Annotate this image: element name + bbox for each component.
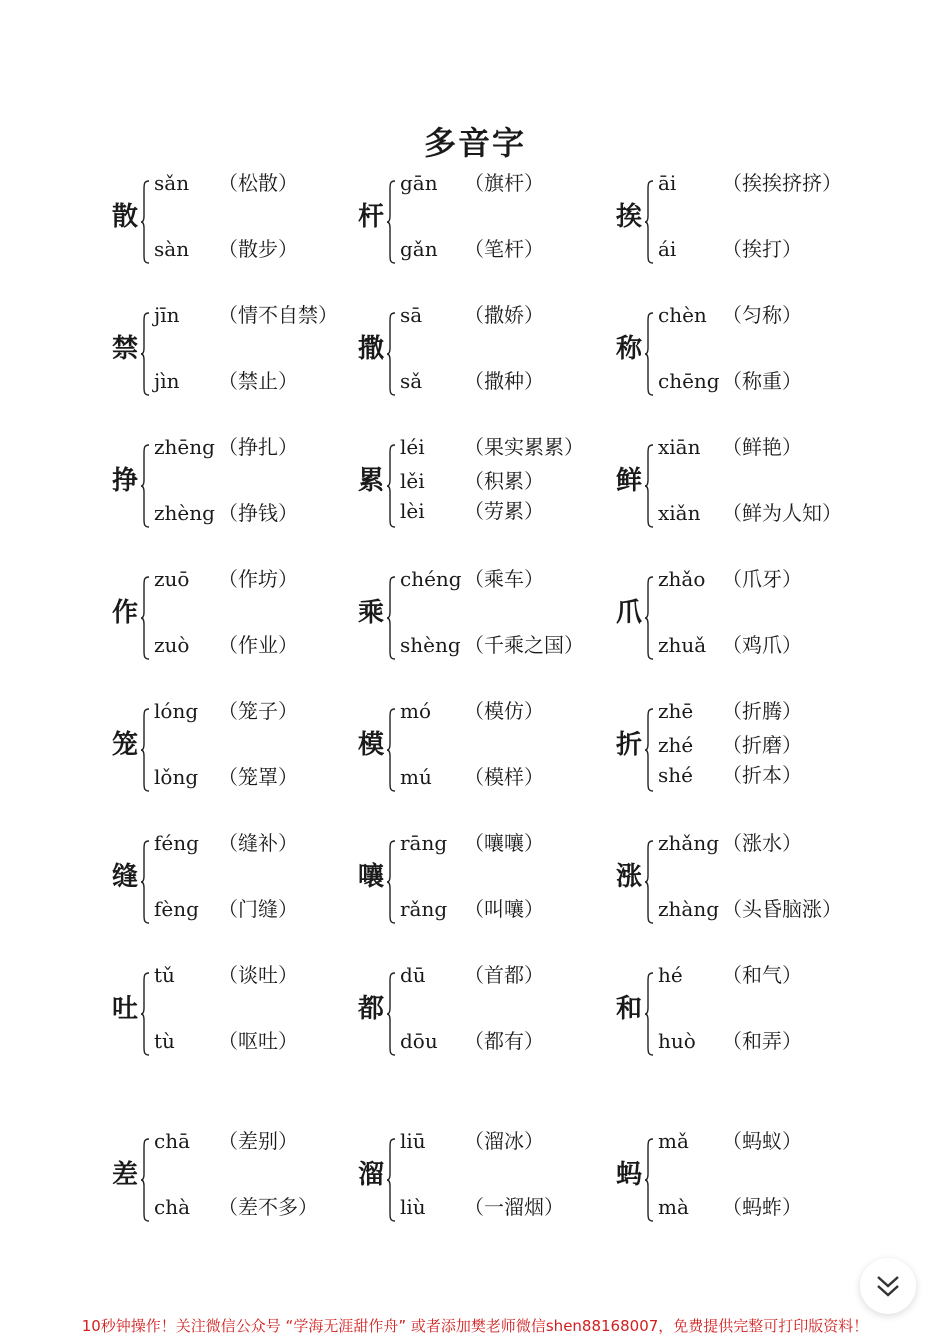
example-word: （折磨）: [722, 733, 802, 757]
polyphone-entry: [616, 564, 866, 674]
character: 嚷: [358, 862, 385, 892]
example-word: （挣钱）: [218, 501, 298, 525]
reading: [400, 566, 544, 592]
polyphone-entry: [616, 300, 866, 410]
pinyin: ái: [658, 237, 677, 261]
example-word: （谈吐）: [218, 963, 298, 987]
example-word: （爪牙）: [722, 567, 802, 591]
reading: [658, 762, 802, 788]
character: 折: [616, 730, 643, 760]
example-word: （鲜艳）: [722, 435, 802, 459]
character: 涨: [616, 862, 643, 892]
example-word: （情不自禁）: [218, 303, 338, 327]
polyphone-entry: [358, 300, 608, 410]
reading: [658, 732, 802, 758]
brace-icon: [644, 576, 654, 660]
brace-icon: [140, 312, 150, 396]
polyphone-entry: [616, 1126, 866, 1236]
pinyin: sā: [400, 303, 423, 327]
reading: [658, 236, 802, 262]
double-chevron-down-icon: [873, 1271, 903, 1301]
polyphone-entry: [358, 1126, 608, 1236]
example-word: （叫嚷）: [464, 897, 544, 921]
example-word: （鲜为人知）: [722, 501, 842, 525]
pinyin: lěi: [400, 469, 425, 493]
reading: [658, 170, 842, 196]
pinyin: lóng: [154, 699, 199, 723]
brace-icon: [140, 840, 150, 924]
polyphone-entry: [112, 696, 362, 806]
reading: [154, 302, 338, 328]
pinyin: zhàng: [658, 897, 720, 921]
pinyin: féng: [154, 831, 199, 855]
character: 禁: [112, 334, 139, 364]
brace-icon: [644, 180, 654, 264]
example-word: （涨水）: [722, 831, 802, 855]
pinyin: gǎn: [400, 237, 438, 261]
pinyin: lǒng: [154, 765, 199, 789]
pinyin: zuò: [154, 633, 190, 657]
brace-icon: [644, 972, 654, 1056]
reading: [154, 434, 298, 460]
polyphone-entry: [616, 432, 866, 542]
example-word: （溜冰）: [464, 1129, 544, 1153]
pinyin: mà: [658, 1195, 689, 1219]
reading: [154, 632, 298, 658]
character: 都: [358, 994, 385, 1024]
pinyin: chèn: [658, 303, 707, 327]
polyphone-entry: [358, 564, 608, 674]
polyphone-entry: [112, 828, 362, 938]
pinyin: gān: [400, 171, 438, 195]
pinyin: xiǎn: [658, 501, 701, 525]
character: 作: [112, 598, 139, 628]
brace-icon: [386, 312, 396, 396]
reading: [658, 1128, 802, 1154]
pinyin: zhǎng: [658, 831, 720, 855]
reading: [400, 468, 544, 494]
character: 溜: [358, 1160, 385, 1190]
reading: [154, 764, 298, 790]
scroll-down-button[interactable]: [860, 1258, 916, 1314]
example-word: （头昏脑涨）: [722, 897, 842, 921]
example-word: （果实累累）: [464, 435, 584, 459]
brace-icon: [644, 312, 654, 396]
reading: [658, 434, 802, 460]
example-word: （模样）: [464, 765, 544, 789]
brace-icon: [140, 180, 150, 264]
example-word: （门缝）: [218, 897, 298, 921]
pinyin: zhé: [658, 733, 694, 757]
reading: [400, 368, 544, 394]
reading: [658, 566, 802, 592]
reading: [400, 434, 584, 460]
polyphone-entry: [616, 828, 866, 938]
example-word: （一溜烟）: [464, 1195, 564, 1219]
brace-icon: [386, 444, 396, 528]
pinyin: chā: [154, 1129, 191, 1153]
polyphone-entry: [112, 432, 362, 542]
example-word: （撒娇）: [464, 303, 544, 327]
example-word: （挨挨挤挤）: [722, 171, 842, 195]
reading: [400, 698, 544, 724]
reading: [400, 962, 544, 988]
brace-icon: [644, 708, 654, 792]
character: 撒: [358, 334, 385, 364]
example-word: （蚂蚱）: [722, 1195, 802, 1219]
pinyin: āi: [658, 171, 677, 195]
reading: [154, 566, 298, 592]
reading: [658, 1194, 802, 1220]
example-word: （和弄）: [722, 1029, 802, 1053]
character: 散: [112, 202, 139, 232]
pinyin: sǎ: [400, 369, 423, 393]
example-word: （作业）: [218, 633, 298, 657]
character: 吐: [112, 994, 139, 1024]
reading: [400, 498, 544, 524]
pinyin: huò: [658, 1029, 696, 1053]
reading: [154, 1128, 298, 1154]
example-word: （折腾）: [722, 699, 802, 723]
example-word: （挨打）: [722, 237, 802, 261]
character: 乘: [358, 598, 385, 628]
brace-icon: [140, 576, 150, 660]
example-word: （称重）: [722, 369, 802, 393]
example-word: （挣扎）: [218, 435, 298, 459]
pinyin: zhèng: [154, 501, 215, 525]
example-word: （首都）: [464, 963, 544, 987]
reading: [154, 962, 298, 988]
pinyin: zhǎo: [658, 567, 706, 591]
character: 挨: [616, 202, 643, 232]
example-word: （折本）: [722, 763, 802, 787]
brace-icon: [644, 840, 654, 924]
reading: [400, 764, 544, 790]
reading: [658, 830, 802, 856]
example-word: （嚷嚷）: [464, 831, 544, 855]
pinyin: jīn: [154, 303, 180, 327]
example-word: （差不多）: [218, 1195, 318, 1219]
polyphone-entry: [358, 432, 608, 542]
character: 杆: [358, 202, 385, 232]
character: 累: [358, 466, 385, 496]
pinyin: hé: [658, 963, 683, 987]
pinyin: mó: [400, 699, 432, 723]
pinyin: zhē: [658, 699, 694, 723]
example-word: （呕吐）: [218, 1029, 298, 1053]
reading: [400, 1128, 544, 1154]
pinyin: liù: [400, 1195, 426, 1219]
example-word: （鸡爪）: [722, 633, 802, 657]
character: 笼: [112, 730, 139, 760]
reading: [154, 830, 298, 856]
page-title: 多音字: [423, 124, 526, 162]
example-word: （松散）: [218, 171, 298, 195]
pinyin: léi: [400, 435, 425, 459]
brace-icon: [140, 972, 150, 1056]
reading: [400, 1028, 544, 1054]
character: 鲜: [616, 466, 643, 496]
brace-icon: [140, 1138, 150, 1222]
example-word: （笔杆）: [464, 237, 544, 261]
polyphone-entry: [616, 168, 866, 278]
polyphone-entry: [112, 1126, 362, 1236]
reading: [658, 698, 802, 724]
pinyin: dōu: [400, 1029, 438, 1053]
character: 蚂: [616, 1160, 643, 1190]
reading: [154, 698, 298, 724]
pinyin: zuō: [154, 567, 190, 591]
example-word: （劳累）: [464, 499, 544, 523]
character: 爪: [616, 598, 643, 628]
reading: [154, 1028, 298, 1054]
brace-icon: [644, 1138, 654, 1222]
character: 和: [616, 994, 643, 1024]
reading: [658, 632, 802, 658]
polyphone-entry: [112, 564, 362, 674]
reading: [658, 302, 802, 328]
example-word: （蚂蚁）: [722, 1129, 802, 1153]
example-word: （笼子）: [218, 699, 298, 723]
reading: [154, 368, 298, 394]
pinyin: fèng: [154, 897, 199, 921]
brace-icon: [386, 708, 396, 792]
reading: [658, 962, 802, 988]
reading: [400, 1194, 564, 1220]
example-word: （匀称）: [722, 303, 802, 327]
character: 称: [616, 334, 643, 364]
reading: [154, 1194, 318, 1220]
example-word: （积累）: [464, 469, 544, 493]
pinyin: tù: [154, 1029, 175, 1053]
character: 模: [358, 730, 385, 760]
polyphone-entry: [358, 828, 608, 938]
reading: [400, 302, 544, 328]
brace-icon: [644, 444, 654, 528]
polyphone-entry: [616, 960, 866, 1070]
reading: [658, 500, 842, 526]
reading: [400, 632, 584, 658]
pinyin: mú: [400, 765, 432, 789]
example-word: （差别）: [218, 1129, 298, 1153]
brace-icon: [386, 180, 396, 264]
pinyin: sǎn: [154, 171, 190, 195]
brace-icon: [386, 840, 396, 924]
pinyin: liū: [400, 1129, 426, 1153]
polyphone-entry: [358, 696, 608, 806]
polyphone-entry: [112, 300, 362, 410]
character: 挣: [112, 466, 139, 496]
character: 缝: [112, 862, 139, 892]
pinyin: jìn: [154, 369, 180, 393]
reading: [400, 830, 544, 856]
reading: [154, 170, 298, 196]
reading: [400, 170, 544, 196]
example-word: （禁止）: [218, 369, 298, 393]
pinyin: chéng: [400, 567, 462, 591]
example-word: （作坊）: [218, 567, 298, 591]
example-word: （撒种）: [464, 369, 544, 393]
reading: [154, 500, 298, 526]
reading: [658, 1028, 802, 1054]
reading: [400, 236, 544, 262]
reading: [400, 896, 544, 922]
pinyin: tǔ: [154, 963, 175, 987]
footer-notice: 10秒钟操作！关注微信公众号 “学海无涯甜作舟” 或者添加樊老师微信shen88168007，免费提供完整可打印版资料！: [0, 1314, 950, 1338]
example-word: （千乘之国）: [464, 633, 584, 657]
example-word: （散步）: [218, 237, 298, 261]
example-word: （缝补）: [218, 831, 298, 855]
example-word: （都有）: [464, 1029, 544, 1053]
example-word: （模仿）: [464, 699, 544, 723]
pinyin: dū: [400, 963, 426, 987]
pinyin: lèi: [400, 499, 425, 523]
reading: [154, 236, 298, 262]
pinyin: xiān: [658, 435, 701, 459]
pinyin: rǎng: [400, 897, 448, 921]
polyphone-entry: [358, 960, 608, 1070]
brace-icon: [386, 576, 396, 660]
pinyin: shé: [658, 763, 693, 787]
pinyin: shèng: [400, 633, 461, 657]
polyphone-entry: [616, 696, 866, 806]
example-word: （和气）: [722, 963, 802, 987]
pinyin: zhēng: [154, 435, 215, 459]
brace-icon: [140, 444, 150, 528]
brace-icon: [386, 1138, 396, 1222]
pinyin: chēng: [658, 369, 720, 393]
polyphone-entry: [112, 168, 362, 278]
polyphone-entry: [358, 168, 608, 278]
pinyin: mǎ: [658, 1129, 689, 1153]
reading: [658, 896, 842, 922]
brace-icon: [386, 972, 396, 1056]
brace-icon: [140, 708, 150, 792]
polyphone-entry: [112, 960, 362, 1070]
reading: [154, 896, 298, 922]
pinyin: rāng: [400, 831, 448, 855]
example-word: （旗杆）: [464, 171, 544, 195]
pinyin: sàn: [154, 237, 190, 261]
character: 差: [112, 1160, 139, 1190]
reading: [658, 368, 802, 394]
pinyin: zhuǎ: [658, 633, 707, 657]
example-word: （乘车）: [464, 567, 544, 591]
example-word: （笼罩）: [218, 765, 298, 789]
pinyin: chà: [154, 1195, 191, 1219]
